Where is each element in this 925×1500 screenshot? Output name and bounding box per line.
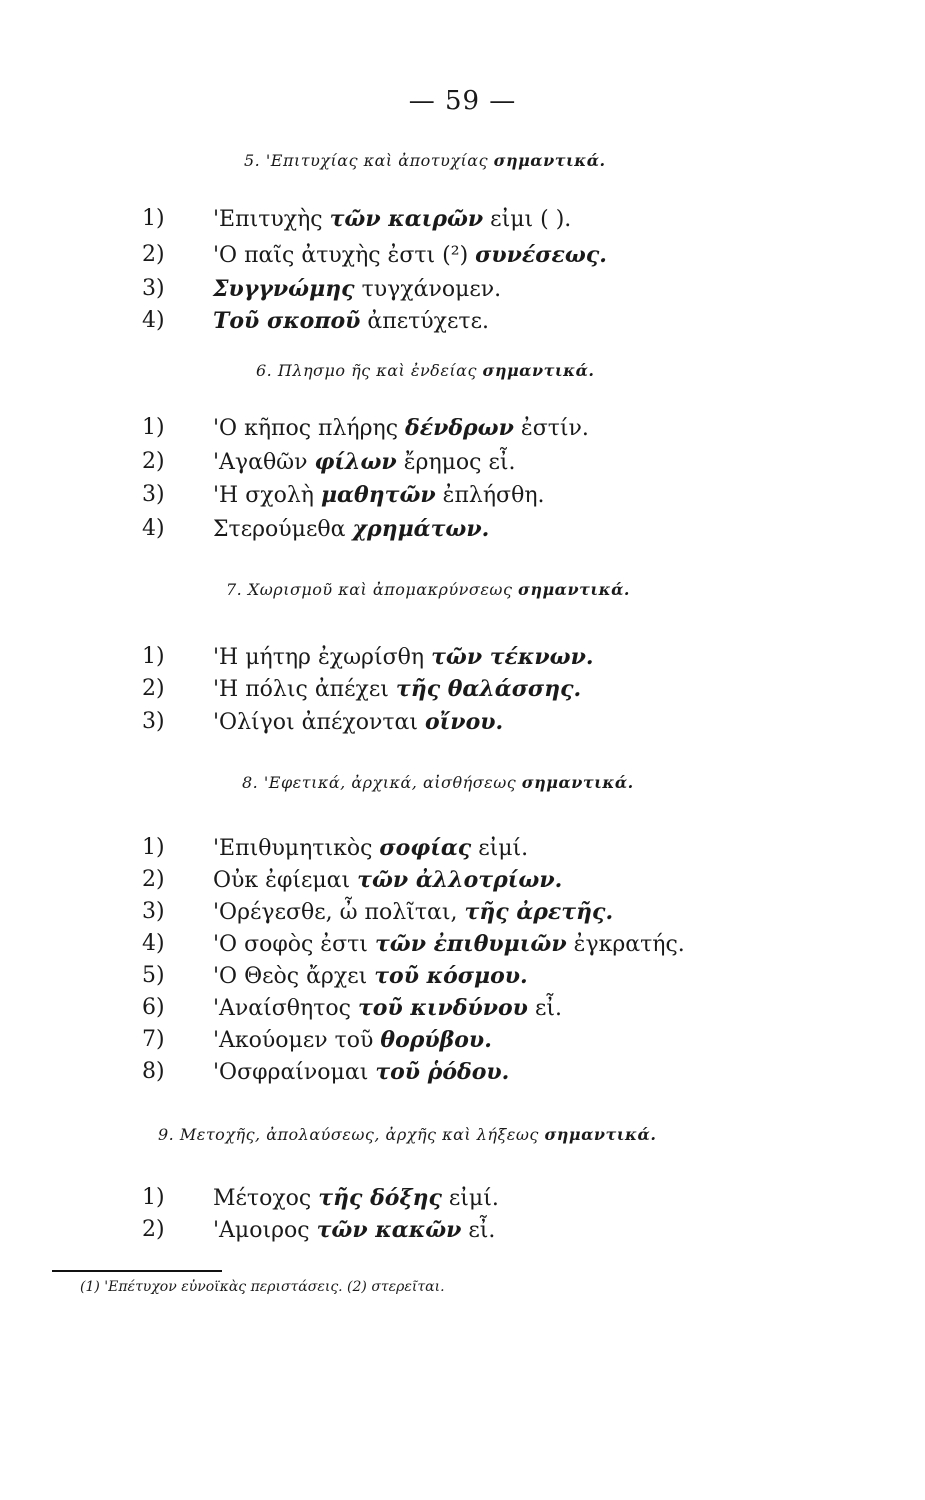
- item-text: 'Ο κῆπος πλήρης δένδρων ἐστίν.: [213, 415, 589, 441]
- item-number: 2): [142, 242, 165, 267]
- section-number: 6.: [256, 361, 273, 380]
- item-number: 4): [142, 516, 165, 541]
- item-number: 1): [142, 644, 165, 669]
- item-text: 'Αμοιρος τῶν κακῶν εἶ.: [213, 1217, 496, 1243]
- item-number: 8): [142, 1059, 165, 1084]
- section-title: 'Εφετικά, ἀρχικά, αἰσθήσεως: [263, 773, 517, 792]
- item-number: 4): [142, 931, 165, 956]
- item-number: 2): [142, 676, 165, 701]
- section-heading-7: [226, 580, 630, 599]
- item-number: 7): [142, 1027, 165, 1052]
- item-number: 5): [142, 963, 165, 988]
- item-text: 'Οσφραίνομαι τοῦ ῥόδου.: [213, 1059, 510, 1085]
- item-number: 1): [142, 206, 165, 231]
- item-text: 'Ακούομεν τοῦ θορύβου.: [213, 1027, 492, 1053]
- item-text: Τοῦ σκοποῦ ἀπετύχετε.: [213, 308, 489, 334]
- page-number: — 59 —: [408, 86, 517, 116]
- section-title-bold: σημαντικά.: [544, 1125, 657, 1144]
- item-text: Στερούμεθα χρημάτων.: [213, 516, 490, 542]
- item-number: 3): [142, 276, 165, 301]
- section-title-bold: σημαντικά.: [521, 773, 634, 792]
- item-text: 'Αγαθῶν φίλων ἔρημος εἶ.: [213, 449, 516, 475]
- item-number: 3): [142, 709, 165, 734]
- item-text: 'Ορέγεσθε, ὦ πολῖται, τῆς ἀρετῆς.: [213, 899, 614, 925]
- section-number: 8.: [242, 773, 259, 792]
- item-number: 1): [142, 835, 165, 860]
- item-number: 2): [142, 867, 165, 892]
- section-number: 5.: [244, 151, 261, 170]
- item-text: Οὐκ ἐφίεμαι τῶν ἀλλοτρίων.: [213, 867, 563, 893]
- item-text: 'Η σχολὴ μαθητῶν ἐπλήσθη.: [213, 482, 545, 508]
- item-number: 1): [142, 415, 165, 440]
- item-number: 1): [142, 1185, 165, 1210]
- item-number: 3): [142, 482, 165, 507]
- item-text: Συγγνώμης τυγχάνομεν.: [213, 276, 502, 302]
- item-text: 'Επιθυμητικὸς σοφίας εἰμί.: [213, 835, 529, 861]
- section-heading-8: [242, 773, 634, 792]
- section-title: Πλησμο ῆς καὶ ἐνδείας: [277, 361, 477, 380]
- section-heading-5: [244, 151, 606, 170]
- section-title: Χωρισμοῦ καὶ ἀπομακρύνσεως: [247, 580, 513, 599]
- item-number: 6): [142, 995, 165, 1020]
- item-number: 4): [142, 308, 165, 333]
- item-number: 3): [142, 899, 165, 924]
- item-text: 'Η μήτηρ ἐχωρίσθη τῶν τέκνων.: [213, 644, 594, 670]
- section-heading-6: [256, 361, 594, 380]
- section-title-bold: σημαντικά.: [493, 151, 606, 170]
- item-text: 'Η πόλις ἀπέχει τῆς θαλάσσης.: [213, 676, 582, 702]
- item-text: 'Ολίγοι ἀπέχονται οἴνου.: [213, 709, 504, 735]
- footnote-divider: [52, 1270, 222, 1272]
- section-number: 7.: [226, 580, 243, 599]
- section-number: 9.: [158, 1125, 175, 1144]
- section-title: 'Επιτυχίας καὶ ἀποτυχίας: [265, 151, 489, 170]
- section-heading-9: [158, 1125, 656, 1144]
- item-number: 2): [142, 449, 165, 474]
- section-title-bold: σημαντικά.: [518, 580, 630, 599]
- item-text: 'Ο σοφὸς ἐστι τῶν ἐπιθυμιῶν ἐγκρατής.: [213, 931, 685, 957]
- item-number: 2): [142, 1217, 165, 1242]
- footnote: (1) 'Επέτυχον εὐνοϊκὰς περιστάσεις. (2) στερεῖται.: [80, 1279, 445, 1295]
- section-title-bold: σημαντικά.: [482, 361, 595, 380]
- item-text: 'Αναίσθητος τοῦ κινδύνου εἶ.: [213, 995, 562, 1021]
- item-text: 'Ο παῖς ἀτυχὴς ἐστι (²) συνέσεως.: [213, 242, 607, 268]
- item-text: 'Ο Θεὸς ἄρχει τοῦ κόσμου.: [213, 963, 528, 989]
- item-text: Μέτοχος τῆς δόξης εἰμί.: [213, 1185, 499, 1211]
- section-title: Μετοχῆς, ἀπολαύσεως, ἀρχῆς καὶ λήξεως: [179, 1125, 539, 1144]
- item-text: 'Επιτυχὴς τῶν καιρῶν εἰμι ( ).: [213, 206, 572, 232]
